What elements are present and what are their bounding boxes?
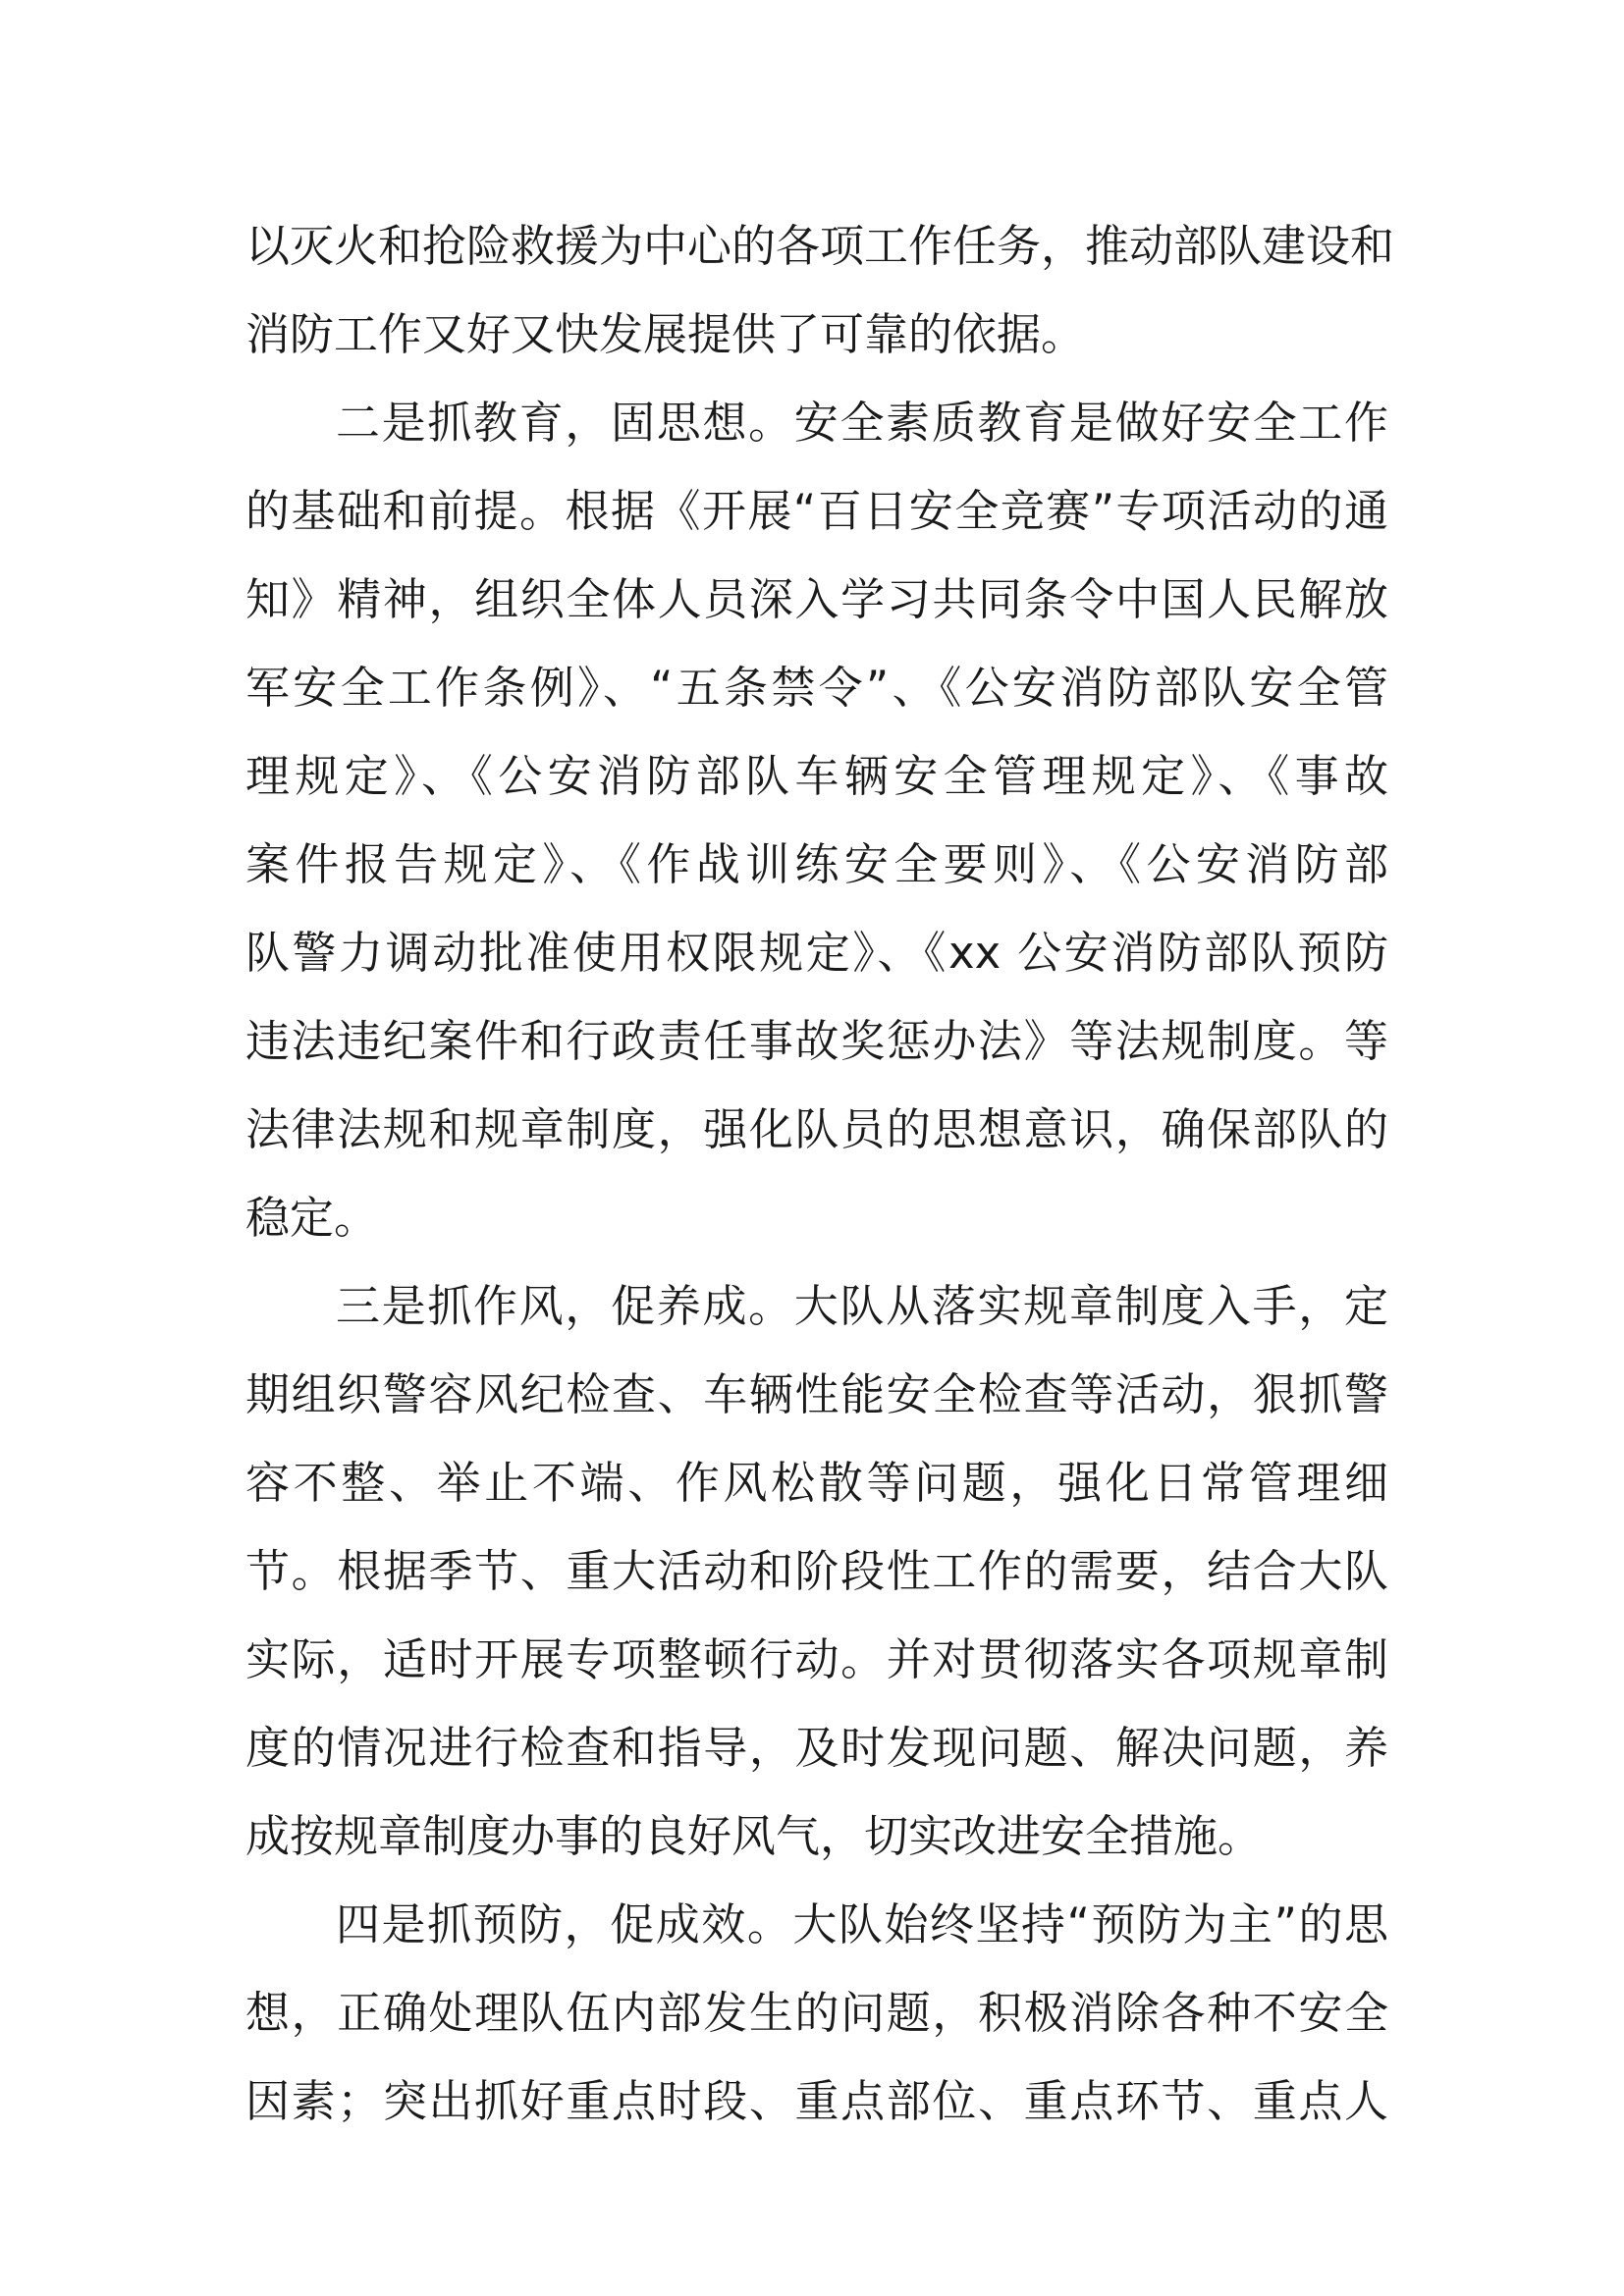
text-line: 想，正确处理队伍内部发生的问题，积极消除各种不安全 [245, 1987, 1388, 2039]
text-line: 军安全工作条例》、“五条禁令”、《公安消防部队安全管 [245, 662, 1388, 714]
text-line: 知》精神，组织全体人员深入学习共同条令中国人民解放 [245, 573, 1388, 625]
paragraph-start-line: 三是抓作风，促养成。大队从落实规章制度入手，定 [336, 1280, 1388, 1332]
text-line: 案件报告规定》、《作战训练安全要则》、《公安消防部 [245, 838, 1388, 890]
text-line: 的基础和前提。根据《开展“百日安全竞赛”专项活动的通 [245, 485, 1388, 537]
text-line: 节。根据季节、重大活动和阶段性工作的需要，结合大队 [245, 1545, 1388, 1597]
text-line: 容不整、举止不端、作风松散等问题，强化日常管理细 [245, 1457, 1388, 1509]
paragraph-start-line: 二是抓教育，固思想。安全素质教育是做好安全工作 [336, 397, 1388, 449]
text-line: 理规定》、《公安消防部队车辆安全管理规定》、《事故 [245, 750, 1388, 802]
text-line: 消防工作又好又快发展提供了可靠的依据。 [245, 308, 1086, 360]
text-line: 队警力调动批准使用权限规定》、《xx 公安消防部队预防 [245, 927, 1388, 979]
text-line: 以灭火和抢险救援为中心的各项工作任务，推动部队建设和 [245, 220, 1395, 272]
paragraph-start-line: 四是抓预防，促成效。大队始终坚持“预防为主”的思 [336, 1898, 1388, 1950]
text-line: 度的情况进行检查和指导，及时发现问题、解决问题，养 [245, 1722, 1388, 1774]
text-line: 法律法规和规章制度，强化队员的思想意识，确保部队的 [245, 1103, 1388, 1155]
text-line: 稳定。 [245, 1192, 379, 1244]
text-line: 因素；突出抓好重点时段、重点部位、重点环节、重点人 [245, 2075, 1388, 2127]
text-line: 期组织警容风纪检查、车辆性能安全检查等活动，狠抓警 [245, 1368, 1388, 1420]
text-line: 违法违纪案件和行政责任事故奖惩办法》等法规制度。等 [245, 1015, 1388, 1067]
text-line: 实际，适时开展专项整顿行动。并对贯彻落实各项规章制 [245, 1633, 1388, 1685]
text-line: 成按规章制度办事的良好风气，切实改进安全措施。 [245, 1810, 1263, 1862]
